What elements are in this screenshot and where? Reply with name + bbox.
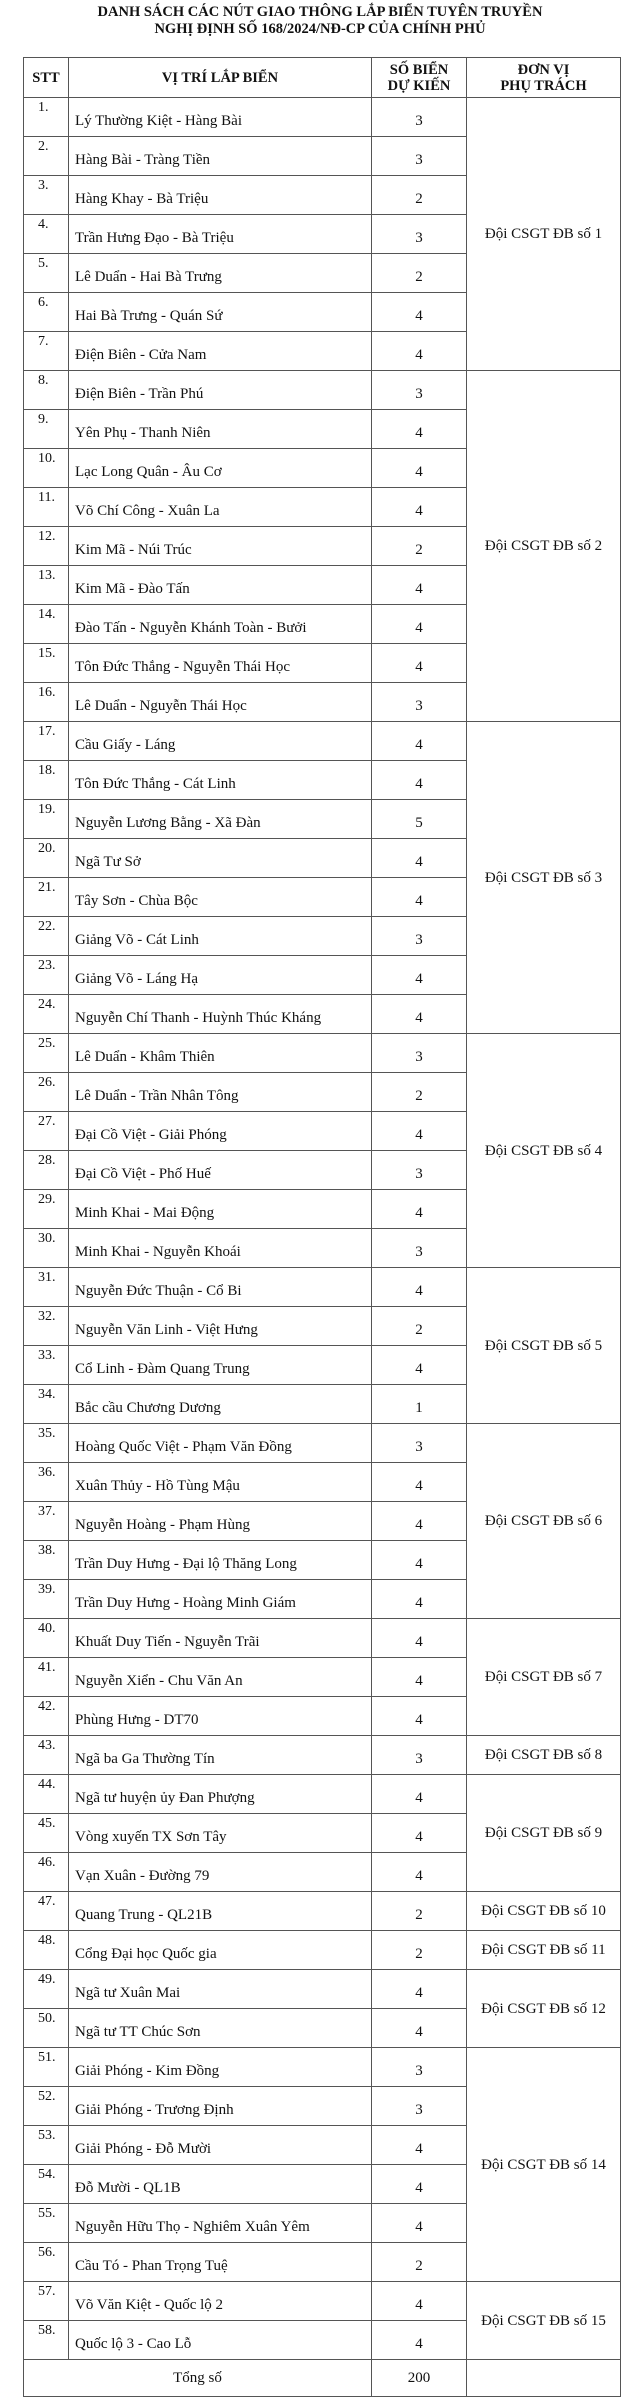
- row-sign-count: 4: [372, 488, 467, 527]
- header-unit-line-1: ĐƠN VỊ: [517, 61, 570, 78]
- row-location: Lê Duẩn - Hai Bà Trưng: [69, 254, 372, 293]
- row-sign-count: 4: [372, 644, 467, 683]
- row-location: Minh Khai - Mai Động: [69, 1190, 372, 1229]
- row-stt: 54.: [24, 2165, 69, 2204]
- row-location: Đỗ Mười - QL1B: [69, 2165, 372, 2204]
- row-sign-count: 4: [372, 449, 467, 488]
- row-sign-count: 4: [372, 1658, 467, 1697]
- row-location: Cổ Linh - Đàm Quang Trung: [69, 1346, 372, 1385]
- row-location: Điện Biên - Cửa Nam: [69, 332, 372, 371]
- row-location: Vòng xuyến TX Sơn Tây: [69, 1814, 372, 1853]
- row-stt: 25.: [24, 1034, 69, 1073]
- table-row: [24, 1970, 621, 2009]
- table-row: [24, 1931, 621, 1970]
- row-location: Cầu Giấy - Láng: [69, 722, 372, 761]
- row-stt: 48.: [24, 1931, 69, 1970]
- row-sign-count: 3: [372, 917, 467, 956]
- row-sign-count: 2: [372, 1892, 467, 1931]
- row-location: Quang Trung - QL21B: [69, 1892, 372, 1931]
- row-sign-count: 3: [372, 98, 467, 137]
- table-row: [24, 1775, 621, 1814]
- row-stt: 26.: [24, 1073, 69, 1112]
- row-stt: 23.: [24, 956, 69, 995]
- row-sign-count: 1: [372, 1385, 467, 1424]
- row-sign-count: 4: [372, 1970, 467, 2009]
- row-responsible-unit: Đội CSGT ĐB số 11: [467, 1931, 621, 1970]
- row-location: Phùng Hưng - DT70: [69, 1697, 372, 1736]
- row-sign-count: 3: [372, 1151, 467, 1190]
- row-responsible-unit: Đội CSGT ĐB số 6: [467, 1424, 621, 1619]
- row-location: Võ Chí Công - Xuân La: [69, 488, 372, 527]
- header-unit: [467, 58, 621, 98]
- row-sign-count: 4: [372, 1190, 467, 1229]
- row-responsible-unit: Đội CSGT ĐB số 10: [467, 1892, 621, 1931]
- row-sign-count: 4: [372, 1697, 467, 1736]
- row-stt: 6.: [24, 293, 69, 332]
- row-sign-count: 2: [372, 176, 467, 215]
- table-row: [24, 1034, 621, 1073]
- title-line-2: NGHỊ ĐỊNH SỐ 168/2024/NĐ-CP CỦA CHÍNH PHỦ: [154, 21, 486, 37]
- row-responsible-unit: Đội CSGT ĐB số 12: [467, 1970, 621, 2048]
- document-title: [0, 0, 640, 52]
- row-stt: 30.: [24, 1229, 69, 1268]
- row-stt: 50.: [24, 2009, 69, 2048]
- row-sign-count: 4: [372, 605, 467, 644]
- row-location: Đại Cồ Việt - Phố Huế: [69, 1151, 372, 1190]
- row-location: Tôn Đức Thắng - Cát Linh: [69, 761, 372, 800]
- row-stt: 4.: [24, 215, 69, 254]
- table-body: [24, 98, 621, 2360]
- row-stt: 49.: [24, 1970, 69, 2009]
- row-responsible-unit: Đội CSGT ĐB số 8: [467, 1736, 621, 1775]
- row-stt: 2.: [24, 137, 69, 176]
- row-location: Tây Sơn - Chùa Bộc: [69, 878, 372, 917]
- total-label: Tổng số: [24, 2360, 372, 2397]
- row-location: Ngã Tư Sở: [69, 839, 372, 878]
- row-stt: 57.: [24, 2282, 69, 2321]
- row-location: Giải Phóng - Đỗ Mười: [69, 2126, 372, 2165]
- row-location: Ngã tư TT Chúc Sơn: [69, 2009, 372, 2048]
- title-line-1: DANH SÁCH CÁC NÚT GIAO THÔNG LẮP BIỂN TUYÊN TRUYỀN: [97, 4, 543, 20]
- row-sign-count: 4: [372, 956, 467, 995]
- row-stt: 14.: [24, 605, 69, 644]
- row-location: Lý Thường Kiệt - Hàng Bài: [69, 98, 372, 137]
- row-responsible-unit: Đội CSGT ĐB số 2: [467, 371, 621, 722]
- row-sign-count: 4: [372, 1814, 467, 1853]
- table-row: [24, 2048, 621, 2087]
- total-unit-cell: [467, 2360, 621, 2397]
- header-stt: STT: [24, 58, 69, 98]
- row-stt: 47.: [24, 1892, 69, 1931]
- row-stt: 55.: [24, 2204, 69, 2243]
- row-stt: 8.: [24, 371, 69, 410]
- table-row: [24, 1892, 621, 1931]
- row-sign-count: 4: [372, 2204, 467, 2243]
- row-responsible-unit: Đội CSGT ĐB số 7: [467, 1619, 621, 1736]
- row-stt: 51.: [24, 2048, 69, 2087]
- row-responsible-unit: Đội CSGT ĐB số 1: [467, 98, 621, 371]
- row-stt: 35.: [24, 1424, 69, 1463]
- row-stt: 21.: [24, 878, 69, 917]
- table-row: [24, 371, 621, 410]
- row-sign-count: 4: [372, 1112, 467, 1151]
- row-location: Ngã tư Xuân Mai: [69, 1970, 372, 2009]
- row-stt: 1.: [24, 98, 69, 137]
- row-sign-count: 3: [372, 2048, 467, 2087]
- row-stt: 24.: [24, 995, 69, 1034]
- row-stt: 33.: [24, 1346, 69, 1385]
- row-stt: 40.: [24, 1619, 69, 1658]
- row-sign-count: 5: [372, 800, 467, 839]
- header-signs-line-1: SỐ BIỂN: [389, 61, 449, 78]
- row-sign-count: 2: [372, 1931, 467, 1970]
- row-location: Vạn Xuân - Đường 79: [69, 1853, 372, 1892]
- row-stt: 22.: [24, 917, 69, 956]
- row-sign-count: 2: [372, 2243, 467, 2282]
- row-stt: 27.: [24, 1112, 69, 1151]
- row-location: Bắc cầu Chương Dương: [69, 1385, 372, 1424]
- row-location: Cổng Đại học Quốc gia: [69, 1931, 372, 1970]
- total-value: 200: [372, 2360, 467, 2397]
- row-sign-count: 2: [372, 1307, 467, 1346]
- row-location: Hai Bà Trưng - Quán Sứ: [69, 293, 372, 332]
- row-location: Trần Duy Hưng - Hoàng Minh Giám: [69, 1580, 372, 1619]
- row-sign-count: 3: [372, 1736, 467, 1775]
- row-sign-count: 3: [372, 1424, 467, 1463]
- row-sign-count: 2: [372, 1073, 467, 1112]
- table-row: [24, 98, 621, 137]
- row-stt: 13.: [24, 566, 69, 605]
- total-row: [24, 2360, 621, 2397]
- row-sign-count: 2: [372, 527, 467, 566]
- row-stt: 38.: [24, 1541, 69, 1580]
- row-location: Đại Cồ Việt - Giải Phóng: [69, 1112, 372, 1151]
- row-stt: 46.: [24, 1853, 69, 1892]
- row-stt: 58.: [24, 2321, 69, 2360]
- row-location: Lạc Long Quân - Âu Cơ: [69, 449, 372, 488]
- table-header-row: [24, 58, 621, 98]
- row-location: Nguyễn Hoàng - Phạm Hùng: [69, 1502, 372, 1541]
- row-stt: 15.: [24, 644, 69, 683]
- row-stt: 20.: [24, 839, 69, 878]
- table-row: [24, 722, 621, 761]
- row-sign-count: 3: [372, 683, 467, 722]
- row-sign-count: 4: [372, 878, 467, 917]
- table-row: [24, 1424, 621, 1463]
- row-location: Điện Biên - Trần Phú: [69, 371, 372, 410]
- row-sign-count: 3: [372, 2087, 467, 2126]
- row-stt: 36.: [24, 1463, 69, 1502]
- row-stt: 31.: [24, 1268, 69, 1307]
- row-sign-count: 4: [372, 2009, 467, 2048]
- table-row: [24, 1619, 621, 1658]
- row-sign-count: 4: [372, 2126, 467, 2165]
- row-stt: 16.: [24, 683, 69, 722]
- row-location: Khuất Duy Tiến - Nguyễn Trãi: [69, 1619, 372, 1658]
- row-location: Cầu Tó - Phan Trọng Tuệ: [69, 2243, 372, 2282]
- row-responsible-unit: Đội CSGT ĐB số 9: [467, 1775, 621, 1892]
- row-sign-count: 4: [372, 1502, 467, 1541]
- row-stt: 19.: [24, 800, 69, 839]
- row-sign-count: 3: [372, 1034, 467, 1073]
- header-location: VỊ TRÍ LẮP BIỂN: [69, 58, 372, 98]
- row-sign-count: 4: [372, 410, 467, 449]
- row-location: Yên Phụ - Thanh Niên: [69, 410, 372, 449]
- table-row: [24, 1736, 621, 1775]
- row-stt: 37.: [24, 1502, 69, 1541]
- row-location: Ngã tư huyện ủy Đan Phượng: [69, 1775, 372, 1814]
- row-location: Hàng Khay - Bà Triệu: [69, 176, 372, 215]
- header-unit-line-2: PHỤ TRÁCH: [500, 77, 587, 94]
- row-location: Nguyễn Đức Thuận - Cổ Bi: [69, 1268, 372, 1307]
- row-location: Nguyễn Hữu Thọ - Nghiêm Xuân Yêm: [69, 2204, 372, 2243]
- row-location: Võ Văn Kiệt - Quốc lộ 2: [69, 2282, 372, 2321]
- row-stt: 34.: [24, 1385, 69, 1424]
- header-signs-line-2: DỰ KIẾN: [387, 77, 451, 94]
- row-stt: 18.: [24, 761, 69, 800]
- row-sign-count: 3: [372, 137, 467, 176]
- row-location: Xuân Thủy - Hồ Tùng Mậu: [69, 1463, 372, 1502]
- row-sign-count: 3: [372, 1229, 467, 1268]
- row-location: Đào Tấn - Nguyễn Khánh Toàn - Bưởi: [69, 605, 372, 644]
- row-location: Lê Duẩn - Nguyễn Thái Học: [69, 683, 372, 722]
- row-sign-count: 2: [372, 254, 467, 293]
- row-sign-count: 4: [372, 332, 467, 371]
- row-sign-count: 4: [372, 1541, 467, 1580]
- row-location: Quốc lộ 3 - Cao Lỗ: [69, 2321, 372, 2360]
- row-stt: 12.: [24, 527, 69, 566]
- row-location: Minh Khai - Nguyễn Khoái: [69, 1229, 372, 1268]
- row-location: Nguyễn Xiển - Chu Văn An: [69, 1658, 372, 1697]
- row-stt: 44.: [24, 1775, 69, 1814]
- header-signs: [372, 58, 467, 98]
- row-stt: 9.: [24, 410, 69, 449]
- row-stt: 43.: [24, 1736, 69, 1775]
- row-stt: 32.: [24, 1307, 69, 1346]
- row-location: Trần Duy Hưng - Đại lộ Thăng Long: [69, 1541, 372, 1580]
- sign-location-table: [23, 57, 621, 2397]
- row-location: Hàng Bài - Tràng Tiền: [69, 137, 372, 176]
- row-sign-count: 4: [372, 722, 467, 761]
- row-stt: 56.: [24, 2243, 69, 2282]
- row-responsible-unit: Đội CSGT ĐB số 3: [467, 722, 621, 1034]
- row-sign-count: 4: [372, 839, 467, 878]
- row-sign-count: 4: [372, 995, 467, 1034]
- row-location: Kim Mã - Núi Trúc: [69, 527, 372, 566]
- row-stt: 17.: [24, 722, 69, 761]
- row-sign-count: 4: [372, 2321, 467, 2360]
- row-stt: 41.: [24, 1658, 69, 1697]
- table-row: [24, 1268, 621, 1307]
- row-stt: 28.: [24, 1151, 69, 1190]
- row-stt: 45.: [24, 1814, 69, 1853]
- row-stt: 39.: [24, 1580, 69, 1619]
- row-location: Lê Duẩn - Khâm Thiên: [69, 1034, 372, 1073]
- row-sign-count: 4: [372, 1775, 467, 1814]
- row-sign-count: 3: [372, 215, 467, 254]
- row-location: Tôn Đức Thắng - Nguyễn Thái Học: [69, 644, 372, 683]
- row-stt: 7.: [24, 332, 69, 371]
- row-stt: 10.: [24, 449, 69, 488]
- row-sign-count: 4: [372, 2282, 467, 2321]
- row-location: Ngã ba Ga Thường Tín: [69, 1736, 372, 1775]
- row-stt: 53.: [24, 2126, 69, 2165]
- row-stt: 42.: [24, 1697, 69, 1736]
- row-responsible-unit: Đội CSGT ĐB số 14: [467, 2048, 621, 2282]
- row-sign-count: 4: [372, 293, 467, 332]
- row-location: Giảng Võ - Cát Linh: [69, 917, 372, 956]
- row-location: Kim Mã - Đào Tấn: [69, 566, 372, 605]
- row-responsible-unit: Đội CSGT ĐB số 4: [467, 1034, 621, 1268]
- row-stt: 3.: [24, 176, 69, 215]
- row-stt: 52.: [24, 2087, 69, 2126]
- row-stt: 29.: [24, 1190, 69, 1229]
- row-sign-count: 4: [372, 1853, 467, 1892]
- row-location: Nguyễn Lương Bằng - Xã Đàn: [69, 800, 372, 839]
- row-location: Nguyễn Chí Thanh - Huỳnh Thúc Kháng: [69, 995, 372, 1034]
- row-sign-count: 4: [372, 761, 467, 800]
- row-location: Trần Hưng Đạo - Bà Triệu: [69, 215, 372, 254]
- row-location: Nguyễn Văn Linh - Việt Hưng: [69, 1307, 372, 1346]
- row-sign-count: 4: [372, 1580, 467, 1619]
- row-sign-count: 4: [372, 1619, 467, 1658]
- row-location: Giải Phóng - Kim Đồng: [69, 2048, 372, 2087]
- row-location: Lê Duẩn - Trần Nhân Tông: [69, 1073, 372, 1112]
- row-sign-count: 3: [372, 371, 467, 410]
- row-stt: 11.: [24, 488, 69, 527]
- row-location: Giảng Võ - Láng Hạ: [69, 956, 372, 995]
- row-location: Giải Phóng - Trương Định: [69, 2087, 372, 2126]
- row-responsible-unit: Đội CSGT ĐB số 15: [467, 2282, 621, 2360]
- row-sign-count: 4: [372, 1268, 467, 1307]
- row-stt: 5.: [24, 254, 69, 293]
- row-sign-count: 4: [372, 1463, 467, 1502]
- row-sign-count: 4: [372, 566, 467, 605]
- table-row: [24, 2282, 621, 2321]
- row-sign-count: 4: [372, 1346, 467, 1385]
- row-location: Hoàng Quốc Việt - Phạm Văn Đồng: [69, 1424, 372, 1463]
- row-responsible-unit: Đội CSGT ĐB số 5: [467, 1268, 621, 1424]
- row-sign-count: 4: [372, 2165, 467, 2204]
